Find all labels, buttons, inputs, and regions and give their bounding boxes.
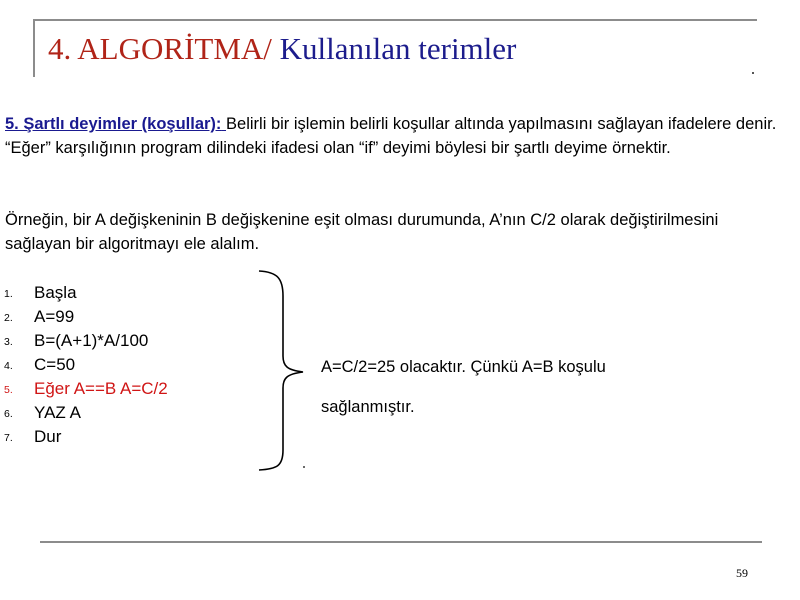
result-text-line1: A=C/2=25 olacaktır. Çünkü A=B koşulu bbox=[321, 358, 606, 376]
example-paragraph: Örneğin, bir A değişkeninin B değişkenine eşit olması durumunda, A’nın C/2 olarak değiştirilmesini sağlayan bir algoritmayı ele alalım. bbox=[5, 211, 719, 253]
decorative-dot bbox=[752, 72, 754, 74]
curly-brace-icon bbox=[255, 268, 315, 478]
step-text: Dur bbox=[34, 427, 62, 446]
step-number: 6. bbox=[4, 408, 13, 420]
result-text-line2: sağlanmıştır. bbox=[321, 398, 415, 416]
slide-title bbox=[48, 30, 516, 67]
step-text: Başla bbox=[34, 283, 77, 302]
step-text: A=99 bbox=[34, 307, 75, 326]
footer-divider bbox=[40, 541, 762, 543]
definition-paragraph bbox=[5, 112, 785, 160]
step-number: 4. bbox=[4, 360, 13, 372]
step-number: 3. bbox=[4, 336, 13, 348]
step-text: YAZ A bbox=[34, 403, 81, 422]
step-number: 5. bbox=[4, 384, 13, 396]
page-number: 59 bbox=[736, 566, 748, 580]
step-text: B=(A+1)*A/100 bbox=[34, 331, 149, 350]
step-number: 2. bbox=[4, 312, 13, 324]
definition-text: Belirli bir işlemin belirli koşullar altında yapılmasını sağlayan ifadelere denir. “Eğer” karşılığının program dilindeki ifadesi olan “if” deyimi böylesi bir şartlı deyime örnektir. bbox=[5, 115, 777, 157]
slide-title-part1: 4. ALGORİTMA/ bbox=[48, 31, 272, 66]
slide-title-part2: Kullanılan terimler bbox=[271, 31, 517, 66]
step-text: C=50 bbox=[34, 355, 76, 374]
step-number: 1. bbox=[4, 288, 13, 300]
definition-lead: 5. Şartlı deyimler (koşullar): bbox=[5, 115, 222, 133]
step-number: 7. bbox=[4, 432, 13, 444]
step-text: Eğer A==B A=C/2 bbox=[34, 379, 168, 398]
